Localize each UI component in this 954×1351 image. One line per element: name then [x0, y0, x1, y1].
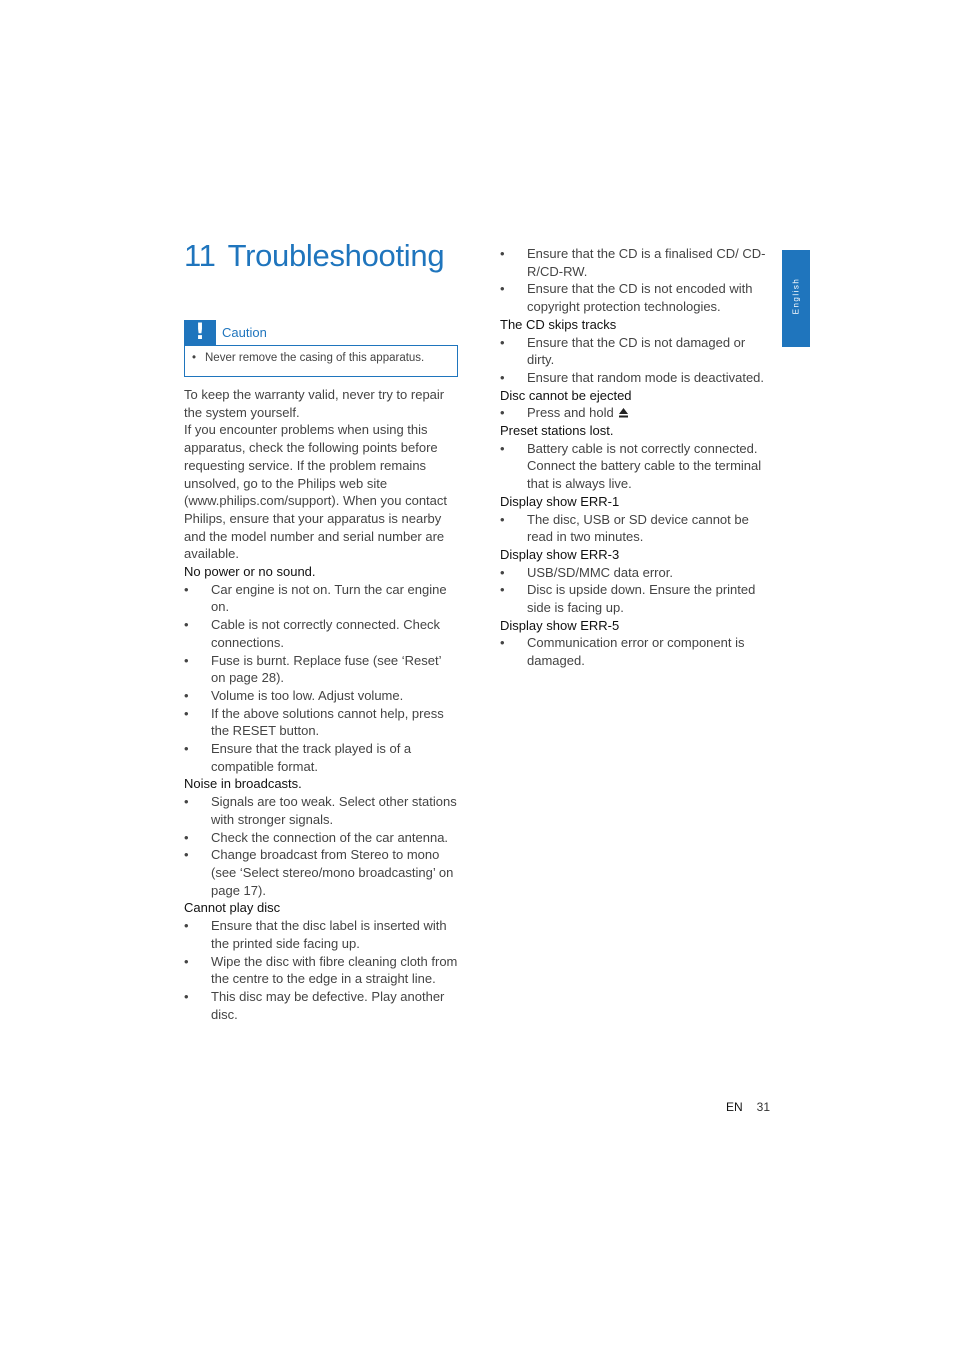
section-heading: Display show ERR-3	[500, 546, 620, 562]
section-heading: Cannot play disc	[184, 900, 281, 916]
list-item-text: USB/SD/MMC data error.	[527, 564, 673, 580]
bullet-list	[184, 793, 458, 899]
bullet-list	[500, 440, 776, 493]
bullet: •	[184, 918, 189, 934]
list-item	[500, 404, 776, 422]
list-item	[184, 581, 458, 616]
caution-box	[184, 320, 458, 377]
chapter-title	[184, 238, 444, 274]
exclamation-icon: !	[184, 320, 216, 345]
bullet: •	[500, 511, 505, 527]
bullet: •	[500, 246, 505, 261]
list-item-text	[527, 404, 776, 422]
bullet: •	[500, 582, 505, 598]
bullet: •	[500, 334, 505, 350]
bullet-list	[500, 511, 776, 546]
list-item	[184, 687, 458, 705]
section-heading: Display show ERR-1	[500, 493, 620, 509]
list-item	[500, 634, 776, 669]
bullet-list	[500, 634, 776, 669]
caution-item: Never remove the casing of this apparatus.	[205, 352, 425, 364]
section-heading: Noise in broadcasts.	[184, 776, 302, 792]
list-item-text: Ensure that random mode is deactivated.	[527, 369, 765, 385]
intro-paragraph: If you encounter problems when using this apparatus, check the following points before requesting service. If the problem remains unsolved, go to the Philips web site (www.philips.com/support). When you contact Philips, ensure that your apparatus is nearby and the model number and serial number are available.	[184, 422, 447, 562]
list-item	[184, 793, 458, 828]
list-item-text: Ensure that the CD is not encoded with copyright protection technologies.	[527, 281, 753, 315]
chapter-number: 11	[184, 238, 216, 273]
bullet: •	[184, 652, 189, 668]
bullet: •	[184, 581, 189, 597]
list-item	[184, 917, 458, 952]
intro-paragraph: To keep the warranty valid, never try to repair the system yourself.	[184, 387, 445, 420]
bullet: •	[500, 405, 505, 421]
bullet-list	[500, 334, 776, 387]
bullet: •	[184, 687, 189, 703]
list-item-text: Check the connection of the car antenna.	[211, 829, 449, 845]
caution-content	[184, 345, 458, 377]
list-item	[500, 440, 776, 493]
bullet: •	[184, 741, 189, 757]
section-heading: Preset stations lost.	[500, 423, 614, 439]
list-item	[184, 616, 458, 651]
side-tab-label: English	[791, 277, 801, 315]
list-item-text: Communication error or component is damaged.	[527, 635, 745, 669]
eject-icon	[619, 408, 628, 418]
list-item	[184, 953, 458, 988]
list-item	[184, 705, 458, 740]
list-item	[500, 334, 776, 369]
list-item	[184, 846, 458, 899]
press-hold-text: Press and hold	[527, 405, 614, 421]
chapter-title-text: Troubleshooting	[227, 238, 445, 273]
section-heading: No power or no sound.	[184, 564, 316, 580]
left-column	[184, 386, 458, 1023]
bullet: •	[192, 352, 197, 364]
section-heading: Disc cannot be ejected	[500, 387, 632, 403]
list-item	[500, 245, 776, 280]
bullet: •	[184, 829, 189, 845]
bullet: •	[184, 953, 189, 969]
list-item-text: Battery cable is not correctly connected. Connect the battery cable to the terminal that is always live.	[527, 440, 762, 492]
list-item	[500, 581, 776, 616]
list-item-text: If the above solutions cannot help, press the RESET button.	[211, 705, 444, 739]
list-item-text: Cable is not correctly connected. Check connections.	[211, 617, 441, 650]
page-footer	[726, 1100, 770, 1114]
language-side-tab	[782, 250, 810, 347]
list-item-text: Car engine is not on. Turn the car engine on.	[211, 581, 447, 615]
bullet: •	[500, 564, 505, 580]
list-item-text: The disc, USB or SD device cannot be read in two minutes.	[527, 511, 749, 545]
list-item	[500, 564, 776, 582]
list-item	[184, 740, 458, 775]
list-item-text: Ensure that the CD is a finalised CD/ CD-R/CD-RW.	[527, 246, 766, 279]
list-item-text: Volume is too low. Adjust volume.	[211, 687, 404, 703]
bullet: •	[500, 281, 505, 297]
bullet: •	[184, 794, 189, 810]
bullet-list	[500, 404, 776, 422]
list-item	[500, 369, 776, 387]
bullet-list	[184, 917, 458, 1023]
list-item	[184, 829, 458, 847]
bullet-list	[500, 564, 776, 617]
list-item-text: Ensure that the track played is of a compatible format.	[211, 741, 412, 774]
bullet-list	[500, 245, 776, 316]
list-item	[500, 280, 776, 315]
list-item	[500, 511, 776, 546]
section-heading: Display show ERR-5	[500, 617, 620, 633]
bullet: •	[184, 988, 189, 1004]
bullet: •	[184, 705, 189, 721]
list-item-text: Ensure that the CD is not damaged or dirty.	[527, 334, 746, 368]
list-item	[184, 652, 458, 687]
section-heading: The CD skips tracks	[500, 316, 617, 332]
list-item-text: Wipe the disc with fibre cleaning cloth from the centre to the edge in a straight line.	[211, 953, 458, 987]
caution-label: Caution	[222, 325, 267, 340]
list-item-text: Change broadcast from Stereo to mono (see ‘Select stereo/mono broadcasting’ on page 17).	[211, 847, 454, 898]
bullet: •	[500, 369, 505, 385]
list-item-text: Signals are too weak. Select other stations with stronger signals.	[211, 794, 457, 827]
footer-language: EN	[726, 1100, 743, 1114]
list-item-text: This disc may be defective. Play another disc.	[211, 988, 445, 1022]
right-column	[500, 245, 776, 670]
page-number: 31	[756, 1100, 771, 1114]
bullet: •	[184, 617, 189, 633]
list-item	[184, 988, 458, 1023]
bullet: •	[184, 847, 189, 863]
list-item-text: Ensure that the disc label is inserted with the printed side facing up.	[211, 918, 447, 951]
list-item-text: Disc is upside down. Ensure the printed side is facing up.	[527, 582, 756, 616]
bullet-list	[184, 581, 458, 776]
caution-header	[184, 320, 458, 345]
bullet: •	[500, 635, 505, 651]
bullet: •	[500, 440, 505, 456]
list-item-text: Fuse is burnt. Replace fuse (see ‘Reset’ on page 28).	[211, 652, 442, 686]
